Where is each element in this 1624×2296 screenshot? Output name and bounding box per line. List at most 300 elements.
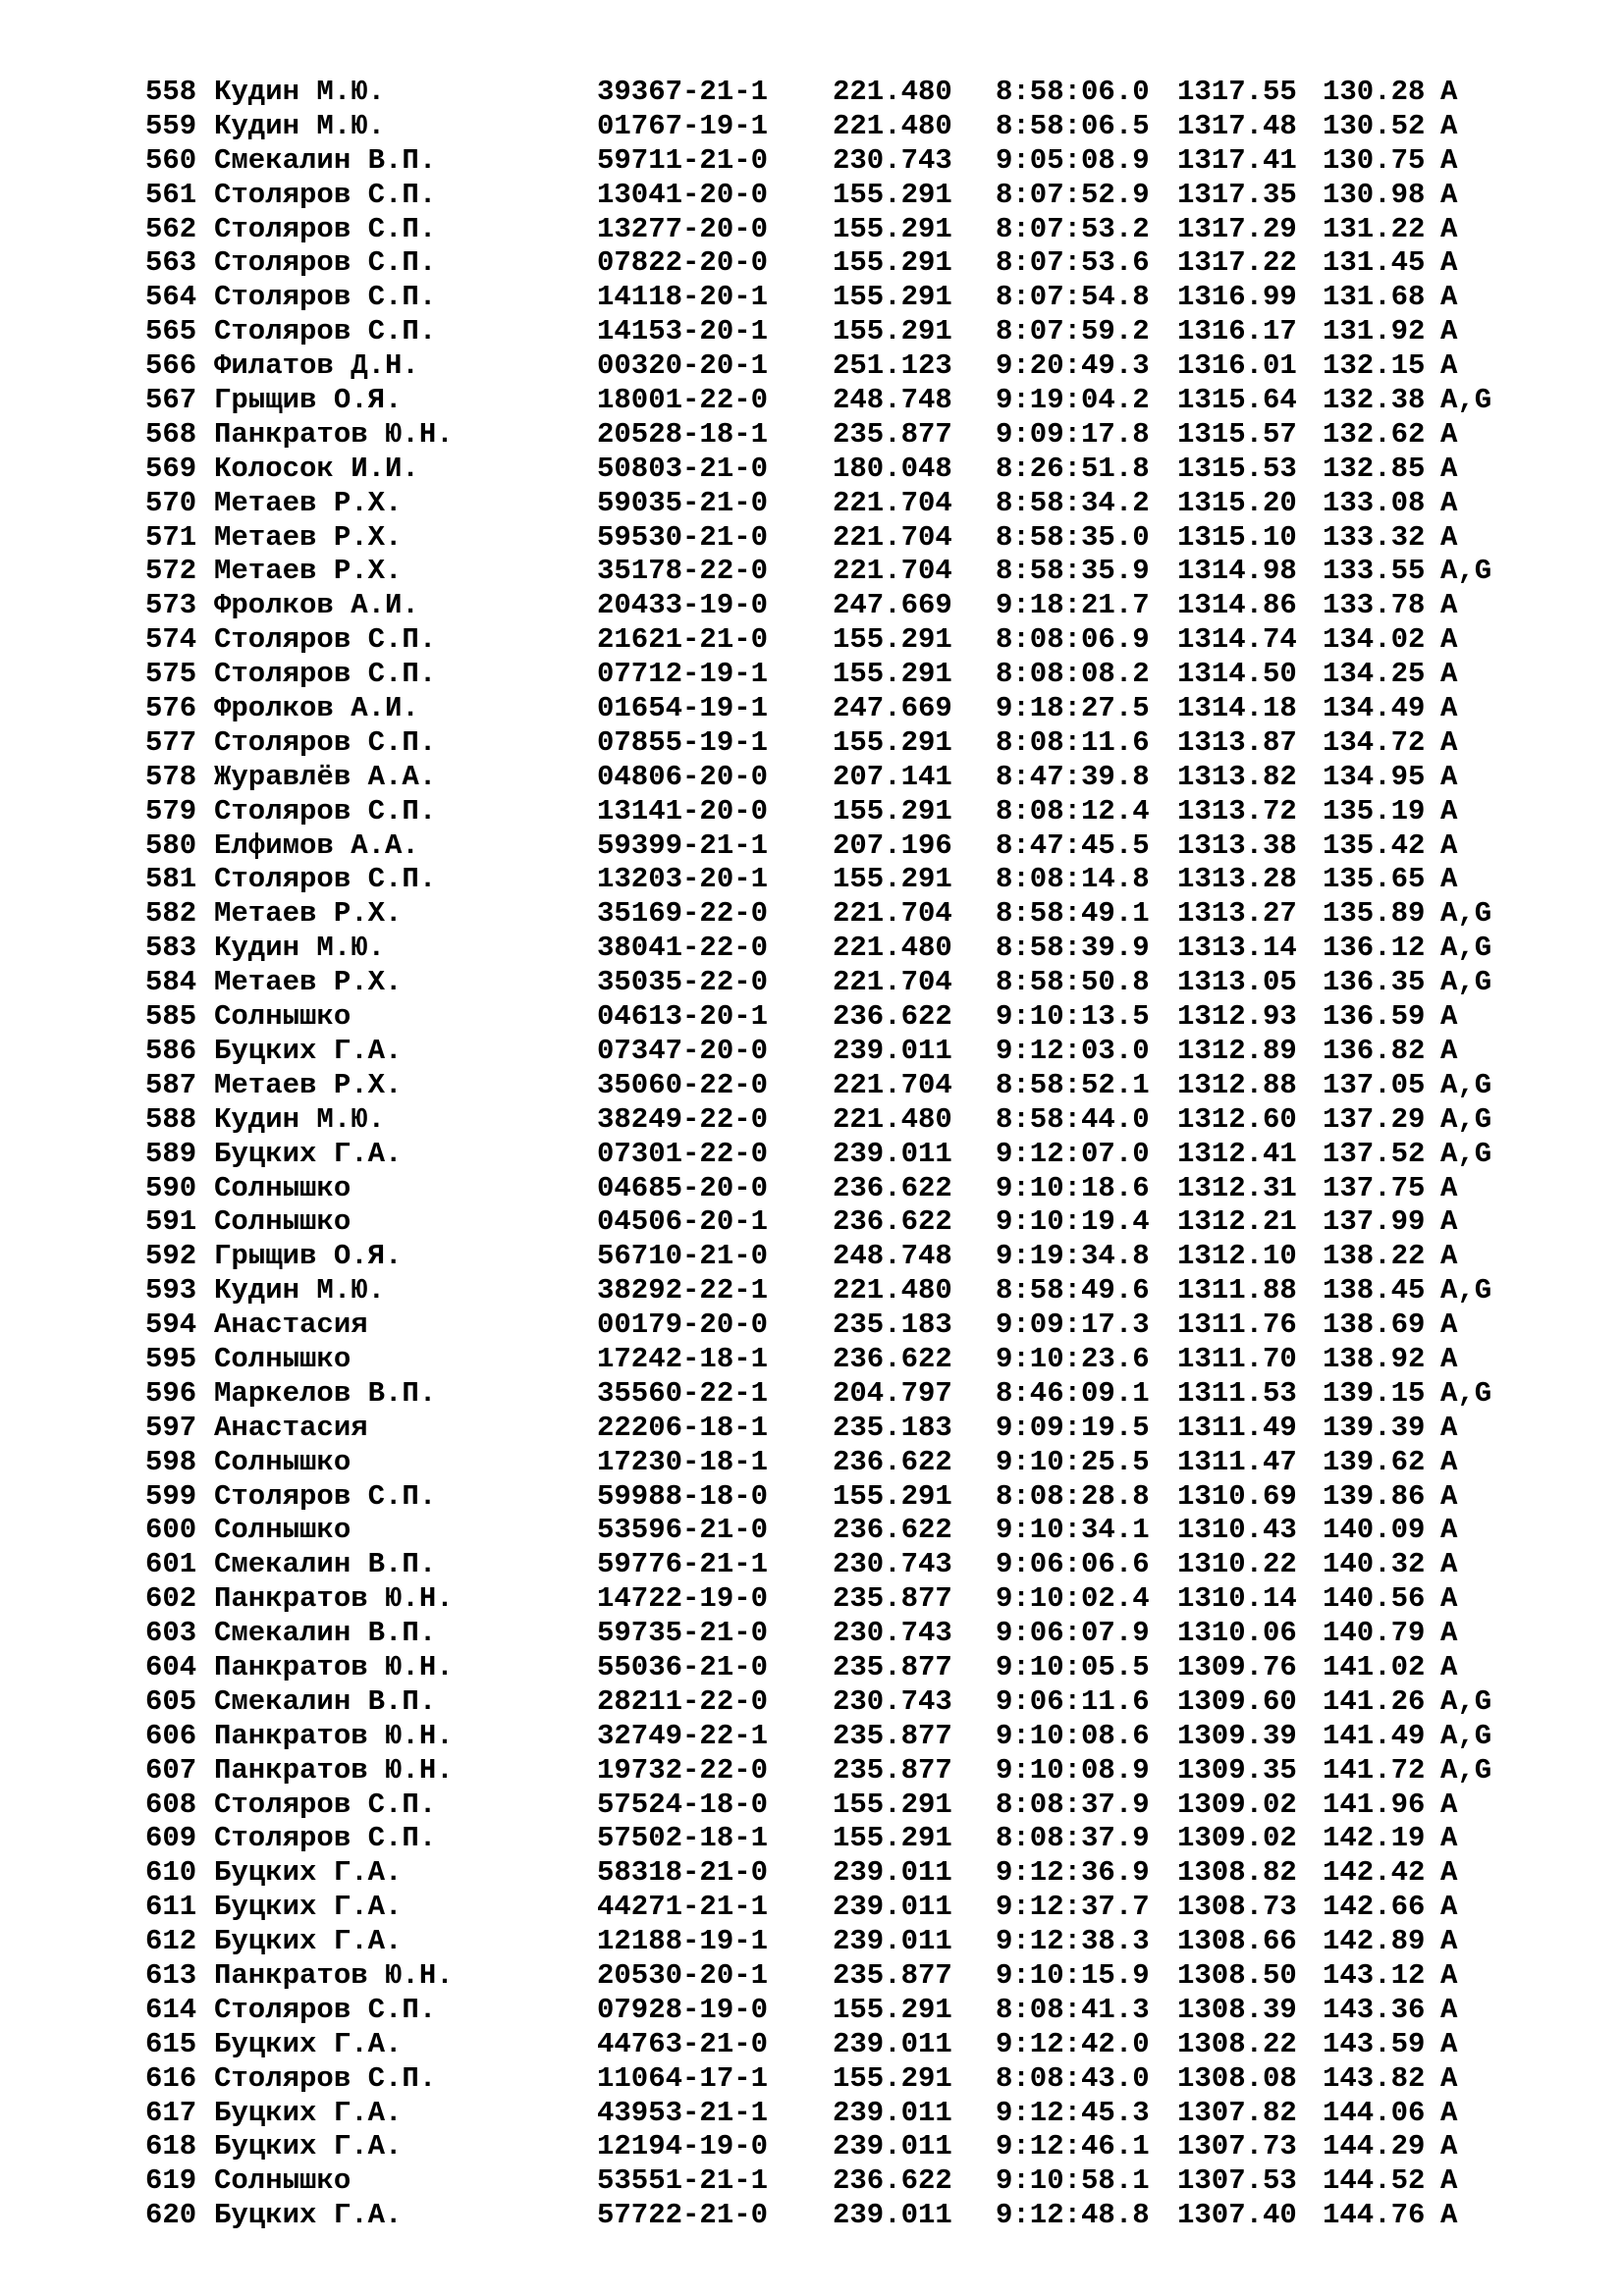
cell-flag: A [1440, 1958, 1458, 1992]
cell-flag: A,G [1440, 1753, 1492, 1787]
cell-ring: 14118-20-1 [597, 281, 769, 314]
cell-flag: A [1440, 1925, 1458, 1958]
cell-flag: A [1440, 1514, 1458, 1547]
cell-place: 598 [145, 1445, 197, 1478]
result-row [145, 1205, 1491, 1240]
cell-speed: 1317.22 [1177, 246, 1297, 280]
cell-ring: 57722-21-0 [597, 2199, 769, 2232]
cell-ring: 59711-21-0 [597, 143, 769, 177]
cell-place: 570 [145, 486, 197, 519]
cell-name: Смекалин В.П. [214, 143, 437, 177]
cell-ring: 04806-20-0 [597, 760, 769, 793]
cell-distance: 221.480 [833, 76, 952, 108]
cell-ring: 55036-21-0 [597, 1650, 769, 1683]
cell-time: 9:12:37.7 [996, 1891, 1150, 1924]
cell-flag: A,G [1440, 1376, 1492, 1410]
result-row [145, 1822, 1491, 1856]
cell-place: 586 [145, 1034, 197, 1067]
result-row [145, 1240, 1491, 1274]
cell-coefficient: 140.56 [1323, 1582, 1426, 1616]
cell-time: 9:10:08.9 [996, 1753, 1150, 1787]
cell-coefficient: 136.59 [1323, 1000, 1426, 1034]
cell-distance: 155.291 [833, 1822, 952, 1855]
cell-speed: 1308.08 [1177, 2061, 1297, 2095]
result-row [145, 692, 1491, 726]
cell-ring: 39367-21-1 [597, 76, 769, 108]
result-row [145, 589, 1491, 623]
cell-ring: 59735-21-0 [597, 1617, 769, 1650]
cell-speed: 1313.14 [1177, 932, 1297, 965]
cell-flag: A,G [1440, 1274, 1492, 1308]
cell-name: Столяров С.П. [214, 315, 437, 348]
cell-ring: 35560-22-1 [597, 1376, 769, 1410]
cell-time: 9:10:13.5 [996, 1000, 1150, 1034]
cell-speed: 1314.18 [1177, 692, 1297, 725]
cell-coefficient: 141.72 [1323, 1753, 1426, 1787]
cell-place: 613 [145, 1958, 197, 1992]
cell-distance: 236.622 [833, 1171, 952, 1204]
cell-time: 8:58:39.9 [996, 932, 1150, 965]
cell-ring: 35035-22-0 [597, 966, 769, 999]
cell-place: 590 [145, 1171, 197, 1204]
cell-name: Буцких Г.А. [214, 2199, 403, 2232]
cell-name: Столяров С.П. [214, 281, 437, 314]
cell-coefficient: 135.19 [1323, 794, 1426, 828]
cell-place: 592 [145, 1240, 197, 1273]
cell-place: 577 [145, 725, 197, 759]
cell-name: Солнышко [214, 1342, 352, 1375]
cell-coefficient: 139.15 [1323, 1376, 1426, 1410]
cell-place: 558 [145, 76, 197, 108]
cell-flag: A [1440, 1445, 1458, 1478]
cell-ring: 38292-22-1 [597, 1274, 769, 1308]
result-row [145, 2199, 1491, 2233]
cell-place: 560 [145, 143, 197, 177]
result-row [145, 555, 1491, 589]
cell-place: 618 [145, 2130, 197, 2163]
cell-distance: 221.704 [833, 555, 952, 588]
cell-speed: 1313.72 [1177, 794, 1297, 828]
cell-flag: A [1440, 246, 1458, 280]
cell-place: 580 [145, 828, 197, 862]
cell-place: 576 [145, 692, 197, 725]
result-row [145, 1069, 1491, 1103]
cell-distance: 155.291 [833, 623, 952, 657]
cell-name: Столяров С.П. [214, 658, 437, 691]
cell-speed: 1312.10 [1177, 1240, 1297, 1273]
cell-name: Кудин М.Ю. [214, 932, 386, 965]
cell-time: 8:07:54.8 [996, 281, 1150, 314]
cell-ring: 20433-19-0 [597, 589, 769, 622]
cell-ring: 28211-22-0 [597, 1684, 769, 1718]
result-row [145, 110, 1491, 144]
cell-speed: 1308.66 [1177, 1925, 1297, 1958]
result-row [145, 2130, 1491, 2164]
cell-distance: 230.743 [833, 1617, 952, 1650]
cell-place: 620 [145, 2199, 197, 2232]
cell-place: 604 [145, 1650, 197, 1683]
cell-coefficient: 144.52 [1323, 2164, 1426, 2198]
cell-time: 8:58:35.0 [996, 520, 1150, 554]
cell-speed: 1315.57 [1177, 417, 1297, 451]
cell-name: Филатов Д.Н. [214, 349, 419, 383]
cell-distance: 221.704 [833, 520, 952, 554]
cell-name: Метаев Р.Х. [214, 486, 403, 519]
cell-coefficient: 140.32 [1323, 1548, 1426, 1581]
cell-place: 575 [145, 658, 197, 691]
cell-distance: 236.622 [833, 1514, 952, 1547]
cell-flag: A [1440, 863, 1458, 896]
cell-name: Смекалин В.П. [214, 1684, 437, 1718]
cell-name: Столяров С.П. [214, 794, 437, 828]
cell-distance: 221.480 [833, 932, 952, 965]
result-row [145, 521, 1491, 556]
cell-coefficient: 135.89 [1323, 897, 1426, 931]
cell-flag: A,G [1440, 555, 1492, 588]
cell-speed: 1312.93 [1177, 1000, 1297, 1034]
cell-distance: 155.291 [833, 725, 952, 759]
cell-place: 581 [145, 863, 197, 896]
cell-distance: 155.291 [833, 246, 952, 280]
cell-distance: 155.291 [833, 178, 952, 211]
cell-speed: 1313.05 [1177, 966, 1297, 999]
cell-speed: 1317.29 [1177, 212, 1297, 245]
cell-coefficient: 141.96 [1323, 1788, 1426, 1821]
cell-name: Кудин М.Ю. [214, 76, 386, 108]
cell-name: Столяров С.П. [214, 1479, 437, 1513]
result-row [145, 1789, 1491, 1823]
result-row [145, 1891, 1491, 1925]
cell-name: Панкратов Ю.Н. [214, 1650, 454, 1683]
cell-time: 8:58:35.9 [996, 555, 1150, 588]
cell-speed: 1316.01 [1177, 349, 1297, 383]
cell-place: 585 [145, 1000, 197, 1034]
cell-distance: 239.011 [833, 2199, 952, 2232]
cell-ring: 00320-20-1 [597, 349, 769, 383]
cell-coefficient: 142.19 [1323, 1822, 1426, 1855]
cell-time: 8:08:12.4 [996, 794, 1150, 828]
result-row [145, 2062, 1491, 2097]
cell-ring: 21621-21-0 [597, 623, 769, 657]
cell-place: 611 [145, 1891, 197, 1924]
cell-coefficient: 136.12 [1323, 932, 1426, 965]
cell-place: 605 [145, 1684, 197, 1718]
cell-time: 9:12:36.9 [996, 1856, 1150, 1890]
cell-coefficient: 143.82 [1323, 2061, 1426, 2095]
result-row [145, 1720, 1491, 1754]
cell-time: 8:58:50.8 [996, 966, 1150, 999]
cell-ring: 44271-21-1 [597, 1891, 769, 1924]
cell-time: 8:58:06.0 [996, 76, 1150, 108]
result-row [145, 1925, 1491, 1959]
cell-place: 596 [145, 1376, 197, 1410]
cell-place: 588 [145, 1102, 197, 1136]
cell-time: 9:10:34.1 [996, 1514, 1150, 1547]
cell-ring: 57524-18-0 [597, 1788, 769, 1821]
cell-coefficient: 138.69 [1323, 1308, 1426, 1342]
cell-ring: 00179-20-0 [597, 1308, 769, 1342]
results-list [145, 76, 1491, 2233]
cell-time: 9:19:34.8 [996, 1240, 1150, 1273]
cell-flag: A [1440, 2096, 1458, 2129]
cell-flag: A [1440, 486, 1458, 519]
cell-speed: 1310.22 [1177, 1548, 1297, 1581]
cell-name: Смекалин В.П. [214, 1548, 437, 1581]
cell-coefficient: 135.65 [1323, 863, 1426, 896]
cell-flag: A [1440, 1856, 1458, 1890]
cell-coefficient: 134.72 [1323, 725, 1426, 759]
cell-name: Метаев Р.Х. [214, 520, 403, 554]
cell-coefficient: 138.45 [1323, 1274, 1426, 1308]
cell-place: 572 [145, 555, 197, 588]
cell-name: Солнышко [214, 1171, 352, 1204]
result-row [145, 966, 1491, 1000]
cell-coefficient: 137.99 [1323, 1205, 1426, 1239]
cell-flag: A [1440, 1308, 1458, 1342]
cell-place: 568 [145, 417, 197, 451]
cell-speed: 1311.47 [1177, 1445, 1297, 1478]
cell-distance: 221.704 [833, 897, 952, 931]
result-row [145, 144, 1491, 179]
cell-flag: A [1440, 658, 1458, 691]
result-row [145, 1617, 1491, 1651]
cell-name: Солнышко [214, 1205, 352, 1239]
cell-distance: 155.291 [833, 315, 952, 348]
cell-time: 9:19:04.2 [996, 384, 1150, 417]
cell-place: 616 [145, 2061, 197, 2095]
cell-time: 8:08:06.9 [996, 623, 1150, 657]
cell-speed: 1309.60 [1177, 1684, 1297, 1718]
cell-coefficient: 137.29 [1323, 1102, 1426, 1136]
result-row [145, 1000, 1491, 1035]
cell-speed: 1307.82 [1177, 2096, 1297, 2129]
cell-speed: 1308.22 [1177, 2027, 1297, 2060]
result-row [145, 1856, 1491, 1891]
cell-distance: 239.011 [833, 2027, 952, 2060]
cell-flag: A [1440, 760, 1458, 793]
cell-name: Буцких Г.А. [214, 1925, 403, 1958]
cell-time: 8:58:49.1 [996, 897, 1150, 931]
cell-speed: 1317.41 [1177, 143, 1297, 177]
cell-distance: 239.011 [833, 1137, 952, 1170]
cell-flag: A [1440, 1548, 1458, 1581]
cell-name: Фролков А.И. [214, 589, 419, 622]
cell-coefficient: 134.02 [1323, 623, 1426, 657]
cell-ring: 38041-22-0 [597, 932, 769, 965]
result-row [145, 1754, 1491, 1789]
cell-coefficient: 139.86 [1323, 1479, 1426, 1513]
cell-ring: 04685-20-0 [597, 1171, 769, 1204]
cell-coefficient: 138.22 [1323, 1240, 1426, 1273]
cell-ring: 32749-22-1 [597, 1719, 769, 1752]
result-row [145, 932, 1491, 966]
cell-flag: A,G [1440, 1684, 1492, 1718]
cell-distance: 207.141 [833, 760, 952, 793]
cell-speed: 1313.38 [1177, 828, 1297, 862]
cell-place: 614 [145, 1993, 197, 2026]
result-row [145, 246, 1491, 281]
result-row [145, 453, 1491, 487]
cell-flag: A,G [1440, 966, 1492, 999]
cell-place: 612 [145, 1925, 197, 1958]
result-row [145, 418, 1491, 453]
cell-coefficient: 140.79 [1323, 1617, 1426, 1650]
cell-place: 603 [145, 1617, 197, 1650]
cell-distance: 248.748 [833, 1240, 952, 1273]
cell-place: 619 [145, 2164, 197, 2198]
cell-time: 8:46:09.1 [996, 1376, 1150, 1410]
result-row [145, 1685, 1491, 1720]
cell-place: 583 [145, 932, 197, 965]
cell-time: 9:12:48.8 [996, 2199, 1150, 2232]
cell-distance: 230.743 [833, 1684, 952, 1718]
result-row [145, 1994, 1491, 2028]
cell-place: 571 [145, 520, 197, 554]
result-row [145, 1514, 1491, 1548]
cell-flag: A [1440, 1788, 1458, 1821]
cell-name: Столяров С.П. [214, 725, 437, 759]
result-row [145, 658, 1491, 692]
cell-coefficient: 133.78 [1323, 589, 1426, 622]
cell-flag: A [1440, 315, 1458, 348]
cell-coefficient: 134.25 [1323, 658, 1426, 691]
cell-distance: 221.480 [833, 1274, 952, 1308]
cell-place: 574 [145, 623, 197, 657]
cell-time: 9:09:17.3 [996, 1308, 1150, 1342]
cell-flag: A [1440, 212, 1458, 245]
cell-speed: 1309.39 [1177, 1719, 1297, 1752]
cell-speed: 1315.53 [1177, 452, 1297, 485]
cell-flag: A,G [1440, 932, 1492, 965]
cell-flag: A [1440, 1411, 1458, 1444]
cell-flag: A,G [1440, 1102, 1492, 1136]
cell-speed: 1312.31 [1177, 1171, 1297, 1204]
cell-time: 8:07:59.2 [996, 315, 1150, 348]
cell-name: Кудин М.Ю. [214, 109, 386, 142]
result-row [145, 1138, 1491, 1172]
cell-flag: A [1440, 2199, 1458, 2232]
cell-place: 599 [145, 1479, 197, 1513]
cell-coefficient: 133.32 [1323, 520, 1426, 554]
cell-time: 9:10:25.5 [996, 1445, 1150, 1478]
result-row [145, 1959, 1491, 1994]
result-row [145, 897, 1491, 932]
cell-ring: 20528-18-1 [597, 417, 769, 451]
cell-name: Буцких Г.А. [214, 1034, 403, 1067]
cell-distance: 236.622 [833, 1445, 952, 1478]
cell-flag: A [1440, 349, 1458, 383]
cell-speed: 1312.21 [1177, 1205, 1297, 1239]
cell-place: 593 [145, 1274, 197, 1308]
cell-time: 8:07:52.9 [996, 178, 1150, 211]
cell-place: 578 [145, 760, 197, 793]
cell-ring: 44763-21-0 [597, 2027, 769, 2060]
cell-flag: A [1440, 1891, 1458, 1924]
cell-speed: 1310.06 [1177, 1617, 1297, 1650]
cell-place: 579 [145, 794, 197, 828]
cell-name: Столяров С.П. [214, 212, 437, 245]
cell-name: Грыщив О.Я. [214, 1240, 403, 1273]
result-row [145, 281, 1491, 315]
cell-ring: 13203-20-1 [597, 863, 769, 896]
cell-time: 9:06:07.9 [996, 1617, 1150, 1650]
cell-speed: 1310.14 [1177, 1582, 1297, 1616]
cell-place: 617 [145, 2096, 197, 2129]
cell-time: 9:12:07.0 [996, 1137, 1150, 1170]
result-row [145, 1172, 1491, 1206]
cell-name: Буцких Г.А. [214, 1137, 403, 1170]
cell-speed: 1317.35 [1177, 178, 1297, 211]
cell-time: 9:10:05.5 [996, 1650, 1150, 1683]
cell-name: Кудин М.Ю. [214, 1274, 386, 1308]
cell-flag: A [1440, 828, 1458, 862]
result-row [145, 829, 1491, 864]
cell-name: Столяров С.П. [214, 1993, 437, 2026]
cell-time: 9:10:08.6 [996, 1719, 1150, 1752]
cell-coefficient: 134.49 [1323, 692, 1426, 725]
result-row [145, 1103, 1491, 1138]
cell-flag: A [1440, 692, 1458, 725]
cell-coefficient: 132.85 [1323, 452, 1426, 485]
cell-time: 9:20:49.3 [996, 349, 1150, 383]
cell-distance: 204.797 [833, 1376, 952, 1410]
cell-place: 591 [145, 1205, 197, 1239]
cell-flag: A [1440, 623, 1458, 657]
cell-place: 608 [145, 1788, 197, 1821]
cell-place: 615 [145, 2027, 197, 2060]
result-row [145, 1582, 1491, 1617]
cell-ring: 12194-19-0 [597, 2130, 769, 2163]
cell-flag: A [1440, 1205, 1458, 1239]
cell-name: Солнышко [214, 1514, 352, 1547]
cell-flag: A [1440, 143, 1458, 177]
cell-place: 602 [145, 1582, 197, 1616]
cell-name: Панкратов Ю.Н. [214, 1582, 454, 1616]
cell-ring: 04506-20-1 [597, 1205, 769, 1239]
result-row [145, 1308, 1491, 1343]
cell-name: Столяров С.П. [214, 1788, 437, 1821]
cell-distance: 207.196 [833, 828, 952, 862]
cell-time: 9:10:19.4 [996, 1205, 1150, 1239]
cell-speed: 1313.27 [1177, 897, 1297, 931]
cell-speed: 1311.70 [1177, 1342, 1297, 1375]
cell-coefficient: 138.92 [1323, 1342, 1426, 1375]
cell-distance: 236.622 [833, 2164, 952, 2198]
cell-time: 8:08:14.8 [996, 863, 1150, 896]
result-row [145, 761, 1491, 795]
cell-time: 8:08:37.9 [996, 1788, 1150, 1821]
cell-speed: 1311.49 [1177, 1411, 1297, 1444]
cell-distance: 236.622 [833, 1342, 952, 1375]
cell-name: Столяров С.П. [214, 623, 437, 657]
cell-distance: 239.011 [833, 1891, 952, 1924]
cell-place: 562 [145, 212, 197, 245]
cell-place: 595 [145, 1342, 197, 1375]
cell-ring: 13041-20-0 [597, 178, 769, 211]
cell-time: 8:08:28.8 [996, 1479, 1150, 1513]
cell-coefficient: 144.29 [1323, 2130, 1426, 2163]
cell-time: 9:06:06.6 [996, 1548, 1150, 1581]
cell-name: Маркелов В.П. [214, 1376, 437, 1410]
cell-place: 610 [145, 1856, 197, 1890]
cell-time: 9:12:42.0 [996, 2027, 1150, 2060]
cell-ring: 07301-22-0 [597, 1137, 769, 1170]
result-row [145, 1548, 1491, 1582]
result-row [145, 2028, 1491, 2062]
cell-name: Панкратов Ю.Н. [214, 1719, 454, 1752]
cell-time: 8:08:43.0 [996, 2061, 1150, 2095]
cell-name: Солнышко [214, 1445, 352, 1478]
